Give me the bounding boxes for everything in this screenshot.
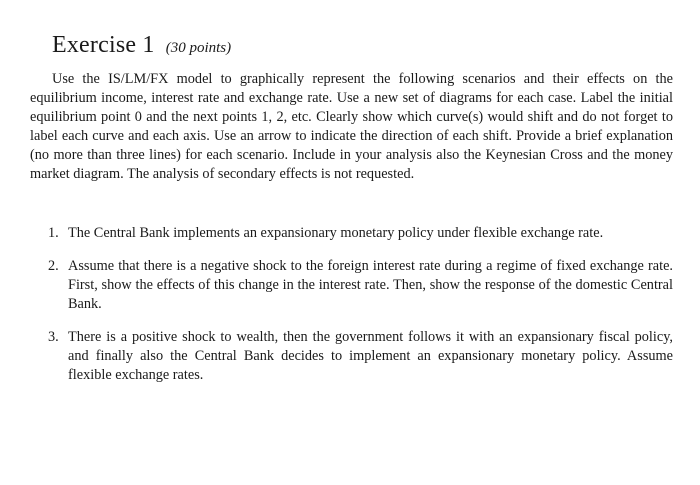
- instructions-paragraph: Use the IS/LM/FX model to graphically represent the following scenarios and their effects on the equilibrium income, interest rate and exchange rate. Use a new set of diagrams for each case. Label the initial equilibrium point 0 and the next points 1, 2, etc. Clearly show which curve(s) would shift and do not forget to label each curve and each axis. Use an arrow to indicate the direction of each shift. Provide a brief explanation (no more than three lines) for each scenario. Include in your analysis also the Keynesian Cross and the money market diagram. The analysis of secondary effects is not requested.: [30, 71, 673, 182]
- scenario-text: The Central Bank implements an expansionary monetary policy under flexible exchange rate.: [68, 225, 604, 241]
- scenario-item: [30, 257, 673, 314]
- scenario-number: 2.: [48, 258, 59, 274]
- exercise-points: (30 points): [165, 40, 232, 56]
- scenario-text: There is a positive shock to wealth, then the government follows it with an expansionary fiscal policy, and finally also the Central Bank decides to implement an expansionary monetary policy. Assume flexible exchange rates.: [68, 329, 673, 383]
- scenario-item: [30, 328, 673, 385]
- scenario-list: [30, 224, 673, 399]
- scenario-item: [30, 224, 673, 243]
- exercise-heading: [52, 32, 231, 59]
- scenario-text: Assume that there is a negative shock to the foreign interest rate during a regime of fixed exchange rate. First, show the effects of this change in the interest rate. Then, show the response of the domestic Central Bank.: [68, 258, 673, 312]
- scenario-number: 3.: [48, 329, 59, 345]
- exercise-title: Exercise 1: [52, 32, 155, 58]
- scenario-number: 1.: [48, 225, 59, 241]
